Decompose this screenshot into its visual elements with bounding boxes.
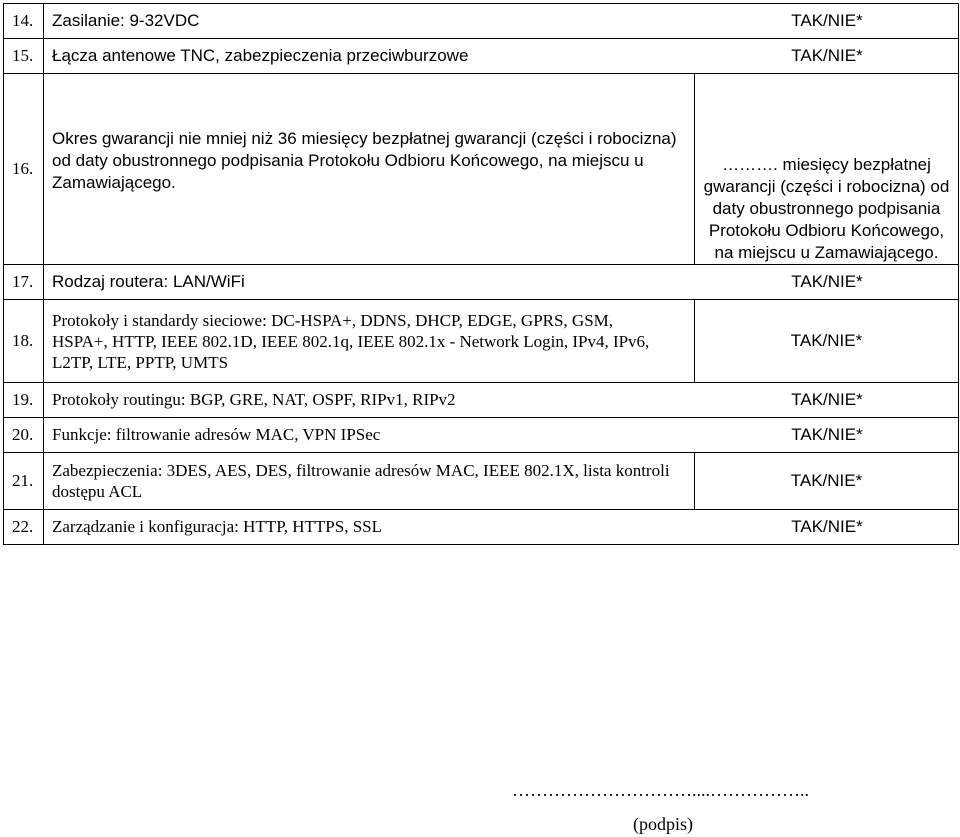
row-answer: TAK/NIE* bbox=[791, 517, 863, 536]
row-answer: TAK/NIE* bbox=[695, 453, 959, 510]
table-row bbox=[4, 418, 959, 453]
row-answer: ………. miesięcy bezpłatnej gwarancji (części i robocizna) od daty obustronnego podpisania Protokołu Odbioru Końcowego, na miejscu u Zamawiającego. bbox=[703, 155, 950, 262]
row-number: 22. bbox=[4, 510, 44, 545]
row-description-text: Protokoły routingu: BGP, GRE, NAT, OSPF, RIPv1, RIPv2 bbox=[52, 390, 456, 409]
row-description-text: Zasilanie: 9-32VDC bbox=[52, 11, 200, 30]
table-row bbox=[4, 453, 959, 510]
row-description bbox=[44, 265, 959, 300]
row-number: 21. bbox=[4, 453, 44, 510]
row-answer: TAK/NIE* bbox=[791, 425, 863, 444]
row-number: 17. bbox=[4, 265, 44, 300]
table-row bbox=[4, 4, 959, 39]
table-row bbox=[4, 300, 959, 383]
row-description-text: Funkcje: filtrowanie adresów MAC, VPN IPSec bbox=[52, 425, 381, 444]
row-number: 15. bbox=[4, 39, 44, 74]
row-description-text: Zabezpieczenia: 3DES, AES, DES, filtrowanie adresów MAC, IEEE 802.1X, lista kontroli dostępu ACL bbox=[52, 461, 670, 501]
table-row bbox=[4, 265, 959, 300]
row-description bbox=[44, 74, 695, 265]
signature-label: (podpis) bbox=[633, 814, 693, 834]
row-description-text: Protokoły i standardy sieciowe: DC-HSPA+, DDNS, DHCP, EDGE, GPRS, GSM, HSPA+, HTTP, IEEE 802.1D, IEEE 802.1q, IEEE 802.1x - Network Login, IPv4, IPv6, L2TP, LTE, PPTP, UMTS bbox=[52, 310, 650, 372]
row-description bbox=[44, 453, 695, 510]
row-number: 19. bbox=[4, 383, 44, 418]
row-description-text: Rodzaj routera: LAN/WiFi bbox=[52, 272, 245, 291]
row-description bbox=[44, 510, 959, 545]
row-answer: TAK/NIE* bbox=[791, 390, 863, 409]
table-row bbox=[4, 39, 959, 74]
row-answer: TAK/NIE* bbox=[791, 272, 863, 291]
row-description-text: Łącza antenowe TNC, zabezpieczenia przeciwburzowe bbox=[52, 46, 469, 65]
table-row bbox=[4, 510, 959, 545]
table-row bbox=[4, 74, 959, 265]
row-number: 18. bbox=[4, 300, 44, 383]
row-answer-cell bbox=[695, 74, 959, 265]
signature-line: …………………………....…………….. bbox=[512, 780, 809, 800]
table-row bbox=[4, 383, 959, 418]
row-description bbox=[44, 300, 695, 383]
row-number: 20. bbox=[4, 418, 44, 453]
row-description bbox=[44, 383, 959, 418]
row-description bbox=[44, 4, 959, 39]
row-answer: TAK/NIE* bbox=[791, 46, 863, 65]
specification-table bbox=[3, 3, 959, 545]
row-description-text: Okres gwarancji nie mniej niż 36 miesięcy bezpłatnej gwarancji (części i robocizna) od daty obustronnego podpisania Protokołu Odbioru Końcowego, na miejscu u Zamawiającego. bbox=[52, 129, 677, 192]
row-description bbox=[44, 418, 959, 453]
row-answer: TAK/NIE* bbox=[791, 11, 863, 30]
row-description bbox=[44, 39, 959, 74]
row-answer: TAK/NIE* bbox=[695, 300, 959, 383]
row-description-text: Zarządzanie i konfiguracja: HTTP, HTTPS, SSL bbox=[52, 517, 383, 536]
row-number: 16. bbox=[4, 74, 44, 265]
row-number: 14. bbox=[4, 4, 44, 39]
